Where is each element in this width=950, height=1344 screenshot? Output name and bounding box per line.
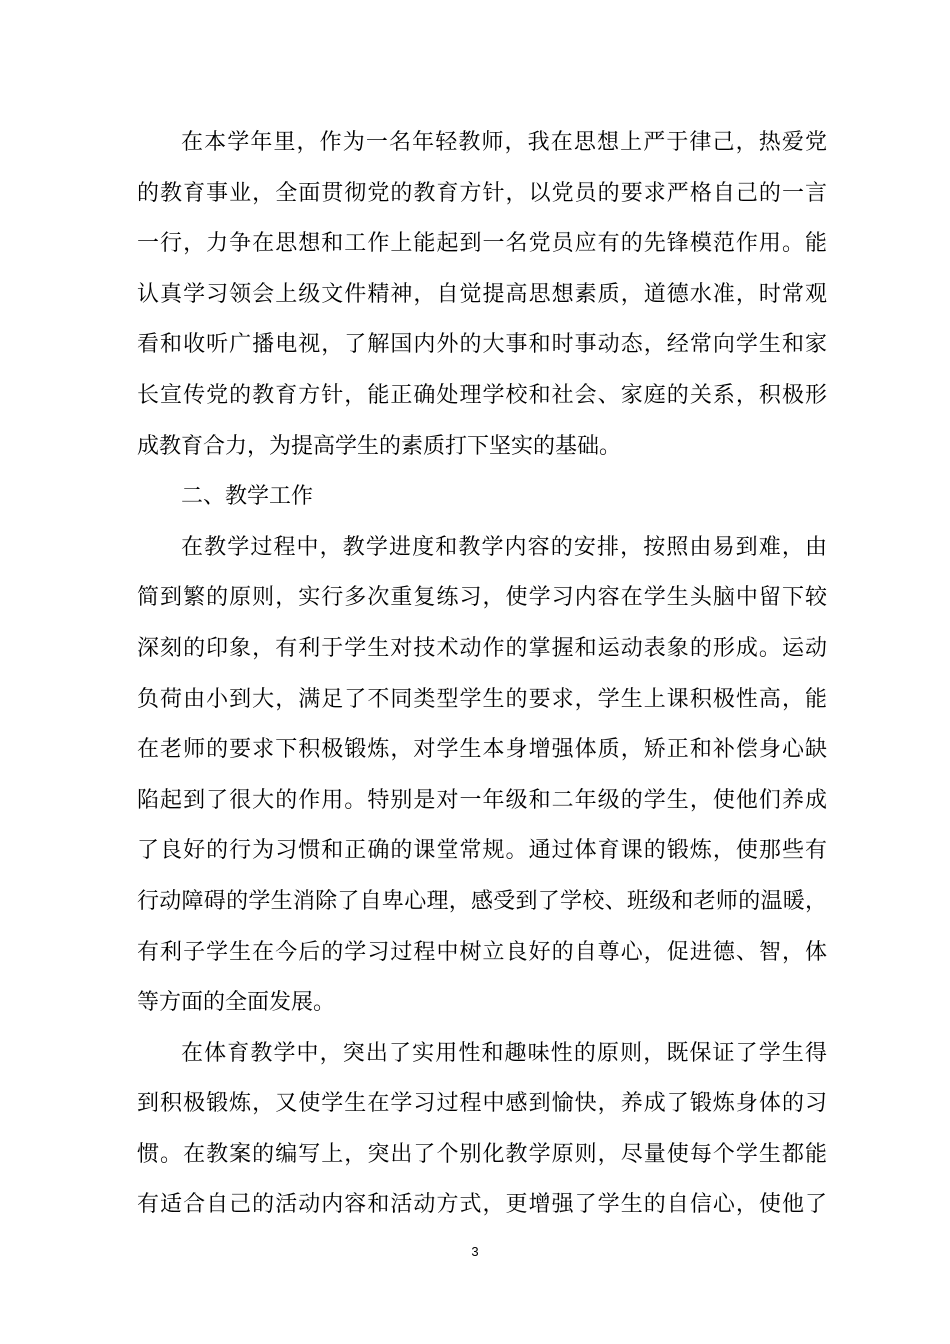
- text-line: 在本学年里，作为一名年轻教师，我在思想上严于律己，热爱党: [181, 130, 827, 155]
- text-line: 惯。在教案的编写上，突出了个别化教学原则，尽量使每个学生都能: [137, 1141, 827, 1167]
- text-line: 到积极锻炼，又使学生在学习过程中感到愉快，养成了锻炼身体的习: [137, 1091, 827, 1117]
- text-line: 深刻的印象，有利于学生对技术动作的掌握和运动表象的形成。运动: [137, 635, 827, 661]
- text-line: 长宣传党的教育方针，能正确处理学校和社会、家庭的关系，积极形: [137, 382, 827, 408]
- text-line: 有利子学生在今后的学习过程中树立良好的自尊心，促进德、智，体: [137, 939, 827, 965]
- text-line: 了良好的行为习惯和正确的课堂常规。通过体育课的锻炼，使那些有: [137, 838, 827, 864]
- text-line: 陷起到了很大的作用。特别是对一年级和二年级的学生，使他们养成: [137, 787, 827, 813]
- text-line: 在体育教学中，突出了实用性和趣味性的原则，既保证了学生得: [181, 1040, 827, 1066]
- text-line: 一行，力争在思想和工作上能起到一名党员应有的先锋模范作用。能: [137, 231, 827, 257]
- text-line: 的教育事业，全面贯彻党的教育方针，以党员的要求严格自己的一言: [137, 180, 827, 206]
- body-text: [137, 118, 827, 1231]
- text-line: 看和收听广播电视，了解国内外的大事和时事动态，经常向学生和家: [137, 332, 827, 358]
- text-line: 有适合自己的活动内容和活动方式，更增强了学生的自信心，使他了: [137, 1192, 827, 1218]
- text-line: 在教学过程中，教学进度和教学内容的安排，按照由易到难，由: [181, 534, 827, 560]
- text-line: 成教育合力，为提高学生的素质打下坚实的基础。: [137, 433, 622, 459]
- text-line: 行动障碍的学生消除了自卑心理，感受到了学校、班级和老师的温暖，: [137, 888, 827, 914]
- page-number: 3: [471, 1244, 479, 1259]
- text-line: 负荷由小到大，满足了不同类型学生的要求，学生上课积极性高，能: [137, 686, 827, 712]
- text-line: 在老师的要求下积极锻炼，对学生本身增强体质，矫正和补偿身心缺: [137, 737, 827, 763]
- text-line: 认真学习领会上级文件精神，自觉提高思想素质，道德水准，时常观: [137, 281, 827, 307]
- text-line: 简到繁的原则，实行多次重复练习，使学习内容在学生头脑中留下较: [137, 585, 827, 611]
- text-line: 等方面的全面发展。: [137, 990, 336, 1016]
- section-heading: 二、教学工作: [181, 484, 314, 510]
